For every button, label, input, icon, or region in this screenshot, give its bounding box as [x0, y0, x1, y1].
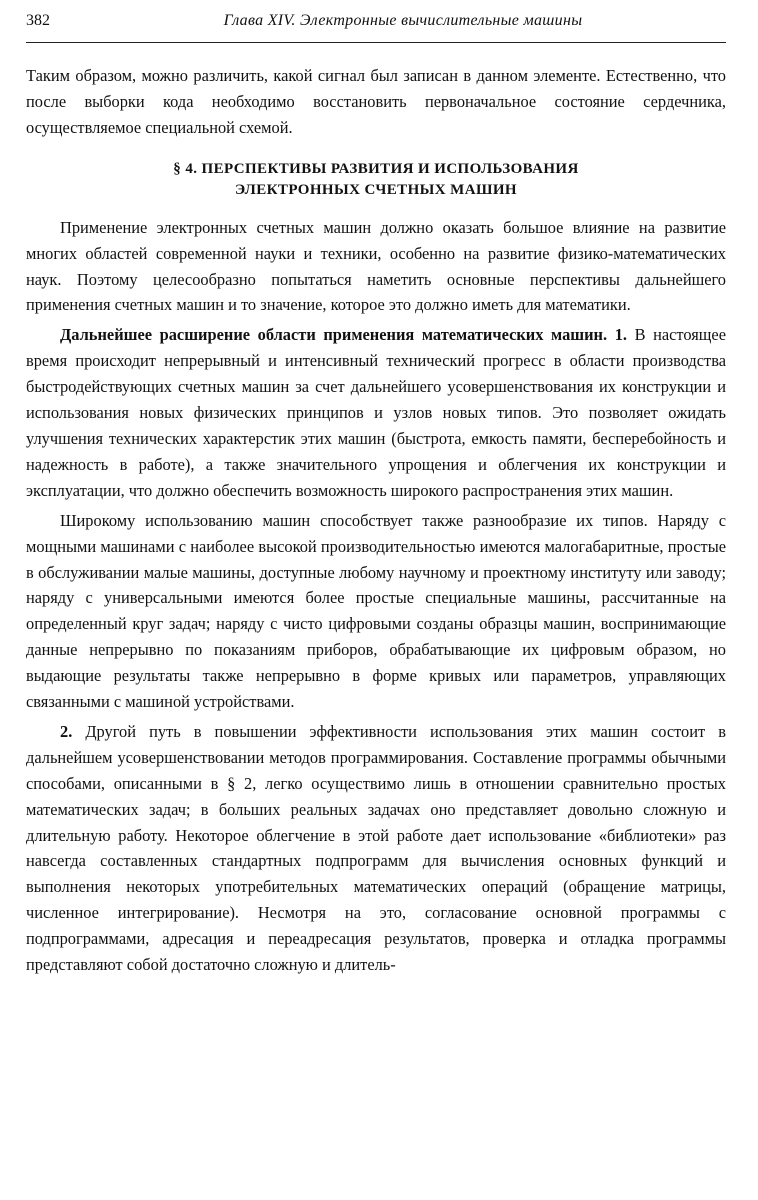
paragraph-4: [26, 719, 726, 978]
paragraph-1: Применение электронных счетных машин должно оказать большое влияние на развитие многих областей современной науки и техники, особенно на развитие физико-математических наук. Поэтому целесообразно попытаться наметить основные перспективы дальнейшего применения счетных машин и то значение, которое это должно иметь для математики.: [26, 217, 726, 315]
chapter-title: Глава XIV. Электронные вычислительные машины: [223, 12, 583, 29]
section-heading-line-2: ЭЛЕКТРОННЫХ СЧЕТНЫХ МАШИН: [235, 181, 517, 198]
paragraph-2-run-in-heading: Дальнейшее расширение области применения математических машин.: [60, 325, 608, 345]
book-page: [26, 12, 726, 978]
paragraph-4-text: Другой путь в повышении эффективности использования этих машин состоит в дальнейшем усовершенствовании методов программирования. Составление программы обычными способами, описанными в § 2, легко осуществимо лишь в отношении сравнительно простых математических задач; в больших реальных задачах оно представляет довольно сложную и длительную работу. Некоторое облегчение в этой работе дает использование «библиотеки» раз навсегда составленных стандартных подпрограмм для вычисления основных функций и выполнения некоторых употребительных математических операций (обращение матрицы, численное интегрирование). Несмотря на это, согласование основной программы с подпрограммами, адресация и переадресация результатов, проверка и отладка программы представляют собой достаточно сложную и длитель-: [26, 721, 726, 975]
paragraph-2-text: В настоящее время происходит непрерывный и интенсивный технический прогресс в области производства быстродействующих счетных машин за счет дальнейшего усовершенствования их конструкции и использования новых физических принципов и узлов новых типов. Это позволяет ожидать улучшения технических характерстик этих машин (быстрота, емкость памяти, бесперебойность и надежность в работе), а также значительного упрощения и облегчения их конструкции и эксплуатации, что должно обеспечить возможность широкого распространения этих машин.: [26, 325, 726, 500]
section-heading: [26, 159, 726, 201]
paragraph-4-number: 2.: [60, 721, 73, 741]
intro-paragraph: Таким образом, можно различить, какой сигнал был записан в данном элементе. Естественно, что после выборки кода необходимо восстановить первоначальное состояние сердечника, осуществляемое специальной схемой.: [26, 66, 726, 137]
section-heading-line-1: § 4. ПЕРСПЕКТИВЫ РАЗВИТИЯ И ИСПОЛЬЗОВАНИЯ: [173, 160, 579, 177]
paragraph-2: [26, 322, 726, 503]
paragraph-2-number: 1.: [614, 325, 627, 345]
paragraph-3: Широкому использованию машин способствует также разнообразие их типов. Наряду с мощными машинами с наиболее высокой производительностью имеются малогабаритные, простые в обслуживании малые машины, доступные любому научному и проектному институту или заводу; наряду с универсальными имеются более простые специальные машины, рассчитанные на определенный круг задач; наряду с чисто цифровыми созданы образцы машин, воспринимающие данные непрерывно по показаниям приборов, обрабатывающие их цифровым образом, но выдающие результаты также непрерывно в форме кривых или параметров, управляющих связанными с машиной устройствами.: [26, 510, 726, 712]
page-number: 382: [26, 12, 50, 29]
running-header: [26, 12, 726, 43]
